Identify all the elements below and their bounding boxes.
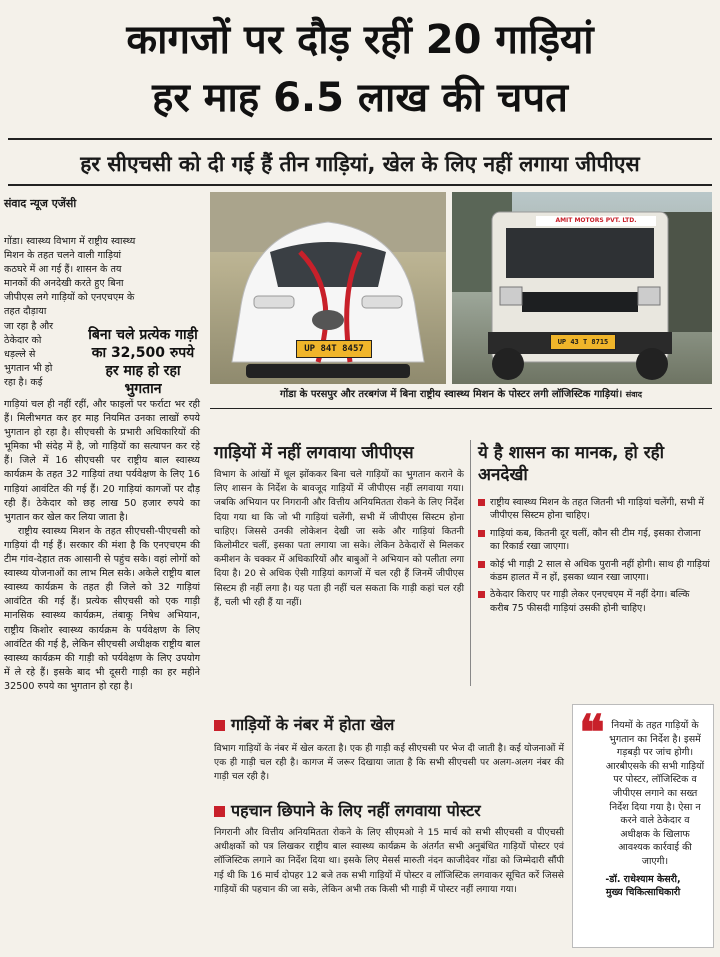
lead-line: ठेकेदार को bbox=[4, 334, 42, 346]
lead-line: मिशन के तहत चलने वाली गाड़ियां bbox=[4, 250, 121, 262]
lead-line: मानकों की अनदेखी करते हुए बिना bbox=[4, 278, 124, 290]
column-divider bbox=[470, 440, 471, 686]
gps-box-text: विभाग के आंखों में धूल झोंककर बिना चले गाड़ियों का भुगतान कराने के लिए शासन के निर्देश के बावजूद गाड़ियों में जीपीएस नहीं लगवाया गया। जबकि अभियान पर निगरानी और वित्तीय अनियमितता रोकने के लिए निर्देश दिया गया था कि जो भी गाड़ियां चलेंगी, सभी में जीपीएस सिस्टम होना चाहिए। जिससे उनकी लोकेशन देखी जा सके और गाड़ियां कितनी किलोमीटर चलीं, इसका पता लगाया जा सके। लेकिन ठेकेदारों से मिलकर कमीशन के चक्कर में अधिकारियों और बाबुओं ने अभियान को पलीता लगा दिया है। 20 से अधिक ऐसी गाड़ियां कागजों में चल रही हैं जिनमें जीपीएस सिस्टम ही नहीं लगा है। यह पता ही नहीं चल सकता कि गाड़ी कहां चल रही हैं, चली भी रही हैं या नहीं। bbox=[214, 469, 464, 608]
body-paragraph: गाड़ियां चल ही नहीं रहीं, और फाइलों पर फर्राटा भर रही हैं। मिलीभगत कर हर माह नियमित उनका लाखों रुपये भुगतान हो रहा है। सीएचसी के प्रभारी अधिकारियों की भूमिका भी संदेह में है, जो गाड़ियों का सत्यापन कर रहे हैं। जिले में 16 सीएचसी पर राष्ट्रीय बाल स्वास्थ्य कार्यक्रम के तहत 32 गाड़ियां तथा पर्यवेक्षण के लिए 16 गाड़ियां आवंटित की गई हैं। 20 गाड़ियां कागजों पर दौड़ रही हैं। ठेकेदार को छह लाख 50 हजार रुपये का भुगतान कर खेल कर लिया जाता है। bbox=[4, 399, 200, 523]
lead-line: गोंडा। स्वास्थ्य विभाग में राष्ट्रीय स्वास्थ्य bbox=[4, 236, 136, 247]
lead-line: भुगतान भी हो bbox=[4, 362, 53, 374]
photo-car bbox=[210, 192, 446, 384]
lead-line: कठघरे में आ गई हैं। शासन के तय bbox=[4, 264, 122, 276]
quote-author: -डॉ. राधेश्याम केसरी, bbox=[605, 873, 681, 885]
photo-van bbox=[452, 192, 712, 384]
subheadline: हर सीएचसी को दी गई हैं तीन गाड़ियां, खेल के लिए नहीं लगाया जीपीएस bbox=[80, 152, 640, 176]
caption-text: गोंडा के परसपुर और तरबगंज में बिना राष्ट्रीय स्वास्थ्य मिशन के पोस्टर लगी लॉजिस्टिक गाड़ियां। bbox=[280, 389, 623, 400]
byline: संवाद न्यूज एजेंसी bbox=[4, 197, 77, 210]
poster-box-title: पहचान छिपाने के लिए नहीं लगवाया पोस्टर bbox=[231, 801, 481, 820]
norms-item: गाड़ियां कब, कितनी दूर चलीं, कौन सी टीम गई, इसका रोजाना का रिकार्ड रखा जाएगा। bbox=[478, 527, 710, 554]
norms-item: कोई भी गाड़ी 2 साल से अधिक पुरानी नहीं होगी। साथ ही गाड़ियां कंडम हालत में न हों, इसका ध्यान रखा जाएगा। bbox=[478, 558, 710, 585]
sub-divider bbox=[8, 184, 712, 186]
quote-text: नियमों के तहत गाड़ियों के भुगतान का निर्देश है। इसमें गड़बड़ी पर जांच होगी। आरबीएसके की सभी गाड़ियों पर पोस्टर, लॉजिस्टिक व जीपीएस लगाने का सख्त निर्देश दिया गया है। ऐसा न करने वाले ठेकेदार व अधीक्षक के खिलाफ आवश्यक कार्रवाई की जाएगी। bbox=[605, 720, 705, 867]
numbers-box-title: गाड़ियों के नंबर में होता खेल bbox=[231, 715, 395, 734]
numbers-box-heading bbox=[214, 714, 564, 736]
red-bullet-icon bbox=[214, 806, 225, 817]
lead-line: जा रहा है और bbox=[4, 320, 54, 332]
poster-box-text: निगरानी और वित्तीय अनियमितता रोकने के लिए सीएमओ ने 15 मार्च को सभी सीएचसी व पीएचसी अधीक्षकों को पत्र लिखकर राष्ट्रीय बाल स्वास्थ्य कार्यक्रम के अंतर्गत सभी अनुबंधित गाड़ियों पोस्टर एवं लॉजिस्टिक लगाने का निर्देश दिया था। इसके लिए मेसर्स मारुती नंदन काजीदेवर गोंडा को जिम्मेदारी सौंपी गई थी कि 16 मार्च दोपहर 12 बजे तक सभी गाड़ियों में पोस्टर व लॉजिस्टिक लगवाकर सूचित करें जिससे गाड़ियों की पहचान की जा सके, लेकिन अभी तक किसी भी गाड़ी में पोस्टर नहीं लगाया गया। bbox=[214, 827, 564, 895]
caption-credit: संवाद bbox=[625, 390, 642, 399]
poster-box-heading bbox=[214, 800, 564, 822]
car-number-plate: UP 84T 8457 bbox=[296, 340, 372, 358]
norms-item: ठेकेदार किराए पर गाड़ी लेकर एनएचएम में नहीं देगा। बल्कि करीब 75 फीसदी गाड़ियां उसकी होनी चाहिए। bbox=[478, 588, 710, 615]
caption-divider bbox=[210, 408, 712, 409]
pull-quote: बिना चले प्रत्येक गाड़ी का 32,500 रुपये हर माह हो रहा भुगतान bbox=[88, 327, 198, 397]
gps-box-title: गाड़ियों में नहीं लगवाया जीपीएस bbox=[214, 443, 414, 463]
lead-line: धड़ल्ले से bbox=[4, 348, 36, 360]
article-body-left bbox=[4, 398, 200, 694]
headline-line-1: कागजों पर दौड़ रहीं 20 गाड़ियां bbox=[126, 17, 594, 63]
lead-line: रहा है। कई bbox=[4, 376, 43, 388]
official-quote-box bbox=[572, 704, 714, 948]
quote-mark-icon: ❝ bbox=[579, 705, 605, 761]
quote-designation: मुख्य चिकित्साधिकारी bbox=[605, 887, 681, 899]
norms-list bbox=[478, 496, 710, 619]
van-number-plate: UP 43 T 8715 bbox=[550, 334, 616, 350]
norms-box-title: ये है शासन का मानक, हो रही अनदेखी bbox=[478, 443, 665, 485]
body-paragraph: राष्ट्रीय स्वास्थ्य मिशन के तहत सीएचसी-पीएचसी को गाड़ियां दी गई हैं। सरकार की मंशा है कि एनएचएम की टीम गांव-देहात तक आसानी से पहुंच सके। वहां लोगों को स्वास्थ्य योजनाओं का लाभ मिल सके। अकेले राष्ट्रीय बाल स्वास्थ्य कार्यक्रम के तहत ही जिले को 32 गाड़ियां आवंटित की गई हैं। प्रत्येक सीएचसी को एक गाड़ी मानसिक स्वास्थ्य कार्यक्रम, तंबाकू निषेध अभियान, राष्ट्रीय किशोर स्वास्थ्य कार्यक्रम के पर्यवेक्षण के लिए आवंटित की गई है, लेकिन सीएचसी अधीक्षक राष्ट्रीय बाल स्वास्थ्य कार्यक्रम की गाड़ी को पर्यवेक्षण के लिए उपयोग में ले रहे हैं। इसके बाद भी दूसरी गाड़ी का हर महीने 32500 रुपये का भुगतान हो रहा है। bbox=[4, 525, 200, 692]
van-company-label: AMIT MOTORS PVT. LTD. bbox=[536, 216, 656, 226]
photo-caption bbox=[210, 388, 712, 402]
norms-item: राष्ट्रीय स्वास्थ्य मिशन के तहत जितनी भी गाड़ियां चलेंगी, सभी में जीपीएस सिस्टम होना चाहिए। bbox=[478, 496, 710, 523]
lead-line: तहत दौड़ाया bbox=[4, 306, 47, 318]
numbers-box-text: विभाग गाड़ियों के नंबर में खेल करता है। एक ही गाड़ी कई सीएचसी पर भेज दी जाती है। कई योजनाओं में एक ही गाड़ी चल रही है। कागज में जरूर दिखाया जाता है कि सभी सीएचसी पर अलग-अलग नंबर की गाड़ी चल रही है। bbox=[214, 743, 564, 783]
headline-line-2: हर माह 6.5 लाख की चपत bbox=[152, 75, 568, 121]
top-divider bbox=[8, 138, 712, 140]
lead-line: जीपीएस लगे गाड़ियों को एनएचएम के bbox=[4, 292, 135, 304]
red-bullet-icon bbox=[214, 720, 225, 731]
